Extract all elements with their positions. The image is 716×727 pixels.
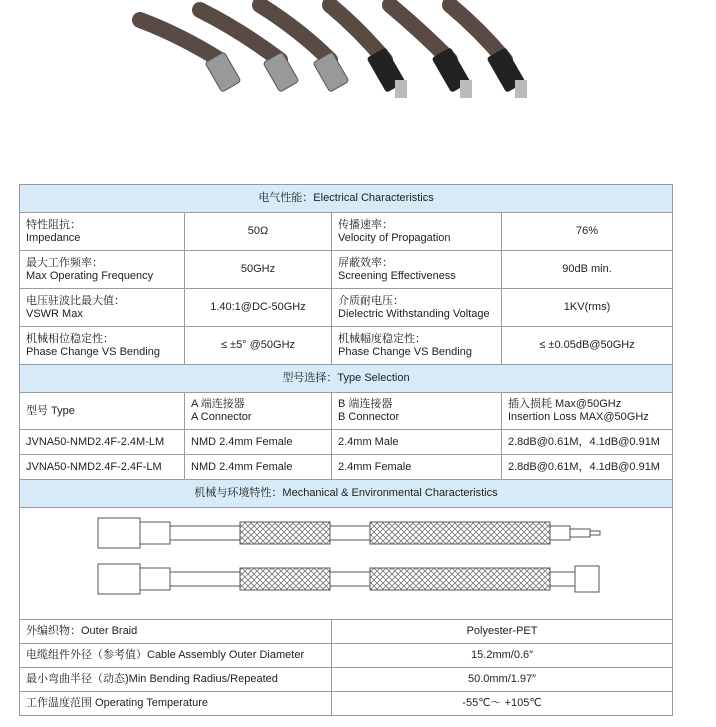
type-header: 型号选择：Type Selection (20, 365, 673, 393)
table-row: JVNA50-NMD2.4F-2.4M-LM NMD 2.4mm Female 2.4mm Male 2.8dB@0.61M，4.1dB@0.91M (20, 430, 673, 455)
cable-drawing (20, 508, 671, 615)
table-row: 最小弯曲半径（动态)Min Bending Radius/Repeated 50.0mm/1.97″ (20, 668, 673, 692)
table-row: 外编织物：Outer Braid Polyester-PET (20, 620, 673, 644)
cable-product-photo (120, 0, 600, 120)
table-row: 电缆组件外径（参考值）Cable Assembly Outer Diameter 15.2mm/0.6″ (20, 644, 673, 668)
table-row: JVNA50-NMD2.4F-2.4F-LM NMD 2.4mm Female 2.4mm Female 2.8dB@0.61M，4.1dB@0.91M (20, 455, 673, 480)
table-row: 最大工作频率： Max Operating Frequency 50GHz 屏蔽效率： Screening Effectiveness 90dB min. (20, 251, 673, 289)
type-header-row: 型号 Type A 端连接器 A Connector B 端连接器 B Connector 插入损耗 Max@50GHz Insertion Loss MAX@50GHz (20, 393, 673, 430)
mechanical-header: 机械与环境特性：Mechanical & Environmental Characteristics (20, 480, 673, 508)
table-row: 工作温度范围 Operating Temperature -55℃～ +105℃ (20, 692, 673, 716)
electrical-header: 电气性能：Electrical Characteristics (20, 185, 673, 213)
table-row: 机械相位稳定性： Phase Change VS Bending ≤ ±5° @50GHz 机械幅度稳定性： Phase Change VS Bending ≤ ±0.05dB@50GHz (20, 327, 673, 365)
table-row: 电压驻波比最大值： VSWR Max 1.40:1@DC-50GHz 介质耐电压： Dielectric Withstanding Voltage 1KV(rms) (20, 289, 673, 327)
table-row: 特性阻抗： Impedance 50Ω 传播速率： Velocity of Propagation 76% (20, 213, 673, 251)
spec-table (19, 184, 673, 716)
cable-drawing-cell (20, 508, 673, 620)
